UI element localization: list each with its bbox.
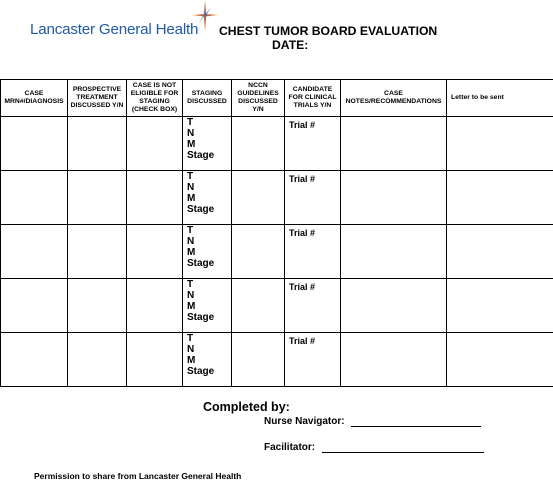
letter-cell[interactable] [447, 117, 553, 171]
lancaster-general-health-logo [30, 0, 220, 42]
nurse-navigator-signature-line[interactable] [351, 417, 481, 427]
clinical-trial-cell[interactable] [285, 333, 341, 387]
staging-cell[interactable] [183, 333, 232, 387]
col-header-clinical-trials: CANDIDATE FOR CLINICAL TRIALS Y/N [285, 80, 341, 117]
staging-m: M [187, 301, 196, 312]
staging-m: M [187, 139, 196, 150]
col-header-staging: STAGING DISCUSSED [183, 80, 232, 117]
staging-stage: Stage [187, 204, 215, 215]
case-notes-cell[interactable] [341, 171, 447, 225]
prospective-treatment-cell[interactable] [68, 225, 127, 279]
staging-stage: Stage [187, 150, 215, 161]
staging-m: M [187, 247, 196, 258]
col-header-prospective-treatment: PROSPECTIVE TREATMENT DISCUSSED Y/N [68, 80, 127, 117]
prospective-treatment-cell[interactable] [68, 171, 127, 225]
letter-cell[interactable] [447, 333, 553, 387]
trial-label: Trial # [289, 174, 316, 184]
staging-stage: Stage [187, 312, 215, 323]
nurse-navigator-label: Nurse Navigator: [264, 416, 345, 427]
logo-text: Lancaster General Health [30, 21, 199, 38]
staging-m: M [187, 193, 196, 204]
col-header-nccn: NCCN GUIDELINES DISCUSSED Y/N [232, 80, 285, 117]
staging-t: T [187, 333, 194, 344]
staging-n: N [187, 290, 195, 301]
table-row [1, 225, 553, 279]
col-header-not-eligible: CASE IS NOT ELIGIBLE FOR STAGING (CHECK BOX) [127, 80, 183, 117]
permission-note: Permission to share from Lancaster General Health [34, 471, 242, 481]
not-eligible-checkbox-cell[interactable] [127, 171, 183, 225]
nccn-cell[interactable] [232, 117, 285, 171]
letter-cell[interactable] [447, 279, 553, 333]
staging-cell[interactable] [183, 171, 232, 225]
clinical-trial-cell[interactable] [285, 279, 341, 333]
staging-t: T [187, 225, 194, 236]
prospective-treatment-cell[interactable] [68, 279, 127, 333]
letter-cell[interactable] [447, 225, 553, 279]
trial-label: Trial # [289, 282, 316, 292]
clinical-trial-cell[interactable] [285, 117, 341, 171]
nurse-navigator-row [264, 416, 481, 427]
facilitator-row [264, 442, 484, 453]
case-notes-cell[interactable] [341, 333, 447, 387]
nccn-cell[interactable] [232, 171, 285, 225]
case-cell[interactable] [1, 171, 68, 225]
staging-n: N [187, 182, 195, 193]
table-row [1, 117, 553, 171]
facilitator-signature-line[interactable] [322, 443, 484, 453]
staging-t: T [187, 279, 194, 290]
table-row [1, 171, 553, 225]
case-notes-cell[interactable] [341, 117, 447, 171]
table-header-row [1, 80, 553, 117]
nccn-cell[interactable] [232, 279, 285, 333]
not-eligible-checkbox-cell[interactable] [127, 225, 183, 279]
table-row [1, 333, 553, 387]
evaluation-table [0, 79, 553, 387]
case-cell[interactable] [1, 333, 68, 387]
staging-t: T [187, 171, 194, 182]
date-label: DATE: [272, 38, 309, 52]
prospective-treatment-cell[interactable] [68, 333, 127, 387]
col-header-letter: Letter to be sent [447, 80, 553, 117]
not-eligible-checkbox-cell[interactable] [127, 333, 183, 387]
table-row [1, 279, 553, 333]
col-header-case: CASE MRN#/DIAGNOSIS [1, 80, 68, 117]
staging-cell[interactable] [183, 117, 232, 171]
case-cell[interactable] [1, 225, 68, 279]
trial-label: Trial # [289, 336, 316, 346]
staging-n: N [187, 236, 195, 247]
case-notes-cell[interactable] [341, 225, 447, 279]
case-notes-cell[interactable] [341, 279, 447, 333]
nccn-cell[interactable] [232, 225, 285, 279]
nccn-cell[interactable] [232, 333, 285, 387]
staging-stage: Stage [187, 366, 215, 377]
staging-stage: Stage [187, 258, 215, 269]
staging-m: M [187, 355, 196, 366]
not-eligible-checkbox-cell[interactable] [127, 117, 183, 171]
clinical-trial-cell[interactable] [285, 225, 341, 279]
staging-cell[interactable] [183, 279, 232, 333]
clinical-trial-cell[interactable] [285, 171, 341, 225]
col-header-case-notes: CASE NOTES/RECOMMENDATIONS [341, 80, 447, 117]
form-title: CHEST TUMOR BOARD EVALUATION [219, 24, 438, 38]
case-cell[interactable] [1, 117, 68, 171]
staging-n: N [187, 344, 195, 355]
staging-t: T [187, 117, 194, 128]
prospective-treatment-cell[interactable] [68, 117, 127, 171]
completed-by-heading: Completed by: [203, 400, 290, 414]
staging-cell[interactable] [183, 225, 232, 279]
not-eligible-checkbox-cell[interactable] [127, 279, 183, 333]
case-cell[interactable] [1, 279, 68, 333]
letter-cell[interactable] [447, 171, 553, 225]
trial-label: Trial # [289, 120, 316, 130]
facilitator-label: Facilitator: [264, 442, 316, 453]
trial-label: Trial # [289, 228, 316, 238]
star-logo-icon [192, 0, 218, 32]
staging-n: N [187, 128, 195, 139]
